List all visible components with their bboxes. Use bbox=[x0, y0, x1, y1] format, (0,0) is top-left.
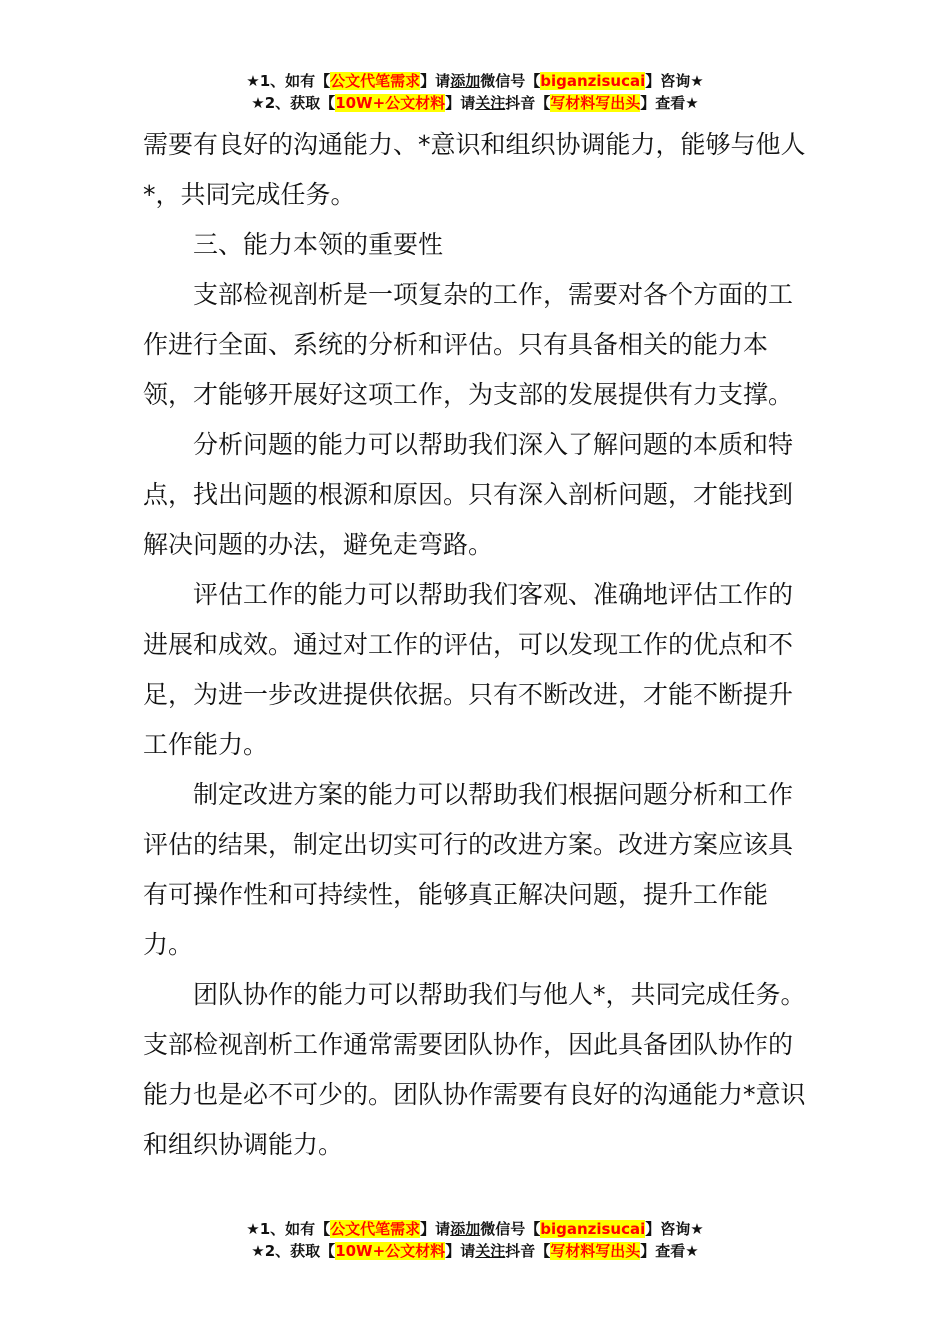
banner-text: 微信号【 bbox=[480, 72, 541, 90]
paragraph: 评估工作的能力可以帮助我们客观、准确地评估工作的进展和成效。通过对工作的评估，可以发现工作的优点和不足，为进一步改进提供依据。只有不断改进，才能不断提升工作能力。 bbox=[143, 580, 794, 759]
header-banner bbox=[0, 70, 950, 114]
banner-text: 抖音【 bbox=[505, 94, 551, 112]
banner-line-2 bbox=[0, 92, 950, 114]
banner-douyin-id: 写材料写出头 bbox=[550, 94, 641, 112]
banner-highlight: 10W+公文材料 bbox=[335, 94, 446, 112]
banner-highlight: 公文代笔需求 bbox=[330, 72, 421, 90]
banner-text: 微信号【 bbox=[480, 1220, 541, 1238]
banner-line-2 bbox=[0, 1240, 950, 1262]
banner-line-1 bbox=[0, 1218, 950, 1240]
banner-text: 抖音【 bbox=[505, 1242, 551, 1260]
banner-underline: 添加 bbox=[450, 72, 481, 90]
banner-text: ★1、如有【 bbox=[246, 1220, 331, 1238]
section-heading: 三、能力本领的重要性 bbox=[193, 230, 444, 259]
banner-text: 】咨询★ bbox=[645, 72, 704, 90]
banner-text: ★2、获取【 bbox=[251, 94, 336, 112]
document-body bbox=[143, 120, 808, 1170]
banner-text: ★2、获取【 bbox=[251, 1242, 336, 1260]
banner-wechat-id: biganzisucai bbox=[540, 1220, 646, 1238]
banner-text: ★1、如有【 bbox=[246, 72, 331, 90]
banner-underline: 添加 bbox=[450, 1220, 481, 1238]
banner-text: 】请 bbox=[420, 1220, 451, 1238]
banner-text: 】请 bbox=[420, 72, 451, 90]
paragraph-continuation: 需要有良好的沟通能力、*意识和组织协调能力，能够与他人*，共同完成任务。 bbox=[143, 130, 806, 209]
paragraph: 制定改进方案的能力可以帮助我们根据问题分析和工作评估的结果，制定出切实可行的改进方案。改进方案应该具有可操作性和可持续性，能够真正解决问题，提升工作能力。 bbox=[143, 780, 794, 959]
banner-underline: 关注 bbox=[475, 1242, 506, 1260]
banner-line-1 bbox=[0, 70, 950, 92]
banner-highlight: 公文代笔需求 bbox=[330, 1220, 421, 1238]
banner-underline: 关注 bbox=[475, 94, 506, 112]
footer-banner bbox=[0, 1218, 950, 1262]
paragraph: 团队协作的能力可以帮助我们与他人*，共同完成任务。支部检视剖析工作通常需要团队协作，因此具备团队协作的能力也是必不可少的。团队协作需要有良好的沟通能力*意识和组织协调能力。 bbox=[143, 980, 806, 1159]
banner-douyin-id: 写材料写出头 bbox=[550, 1242, 641, 1260]
banner-wechat-id: biganzisucai bbox=[540, 72, 646, 90]
banner-text: 】请 bbox=[445, 94, 476, 112]
banner-text: 】查看★ bbox=[640, 94, 699, 112]
banner-highlight: 10W+公文材料 bbox=[335, 1242, 446, 1260]
banner-text: 】查看★ bbox=[640, 1242, 699, 1260]
paragraph: 支部检视剖析是一项复杂的工作，需要对各个方面的工作进行全面、系统的分析和评估。只有具备相关的能力本领，才能够开展好这项工作，为支部的发展提供有力支撑。 bbox=[143, 280, 794, 409]
paragraph: 分析问题的能力可以帮助我们深入了解问题的本质和特点，找出问题的根源和原因。只有深入剖析问题，才能找到解决问题的办法，避免走弯路。 bbox=[143, 430, 794, 559]
banner-text: 】咨询★ bbox=[645, 1220, 704, 1238]
banner-text: 】请 bbox=[445, 1242, 476, 1260]
